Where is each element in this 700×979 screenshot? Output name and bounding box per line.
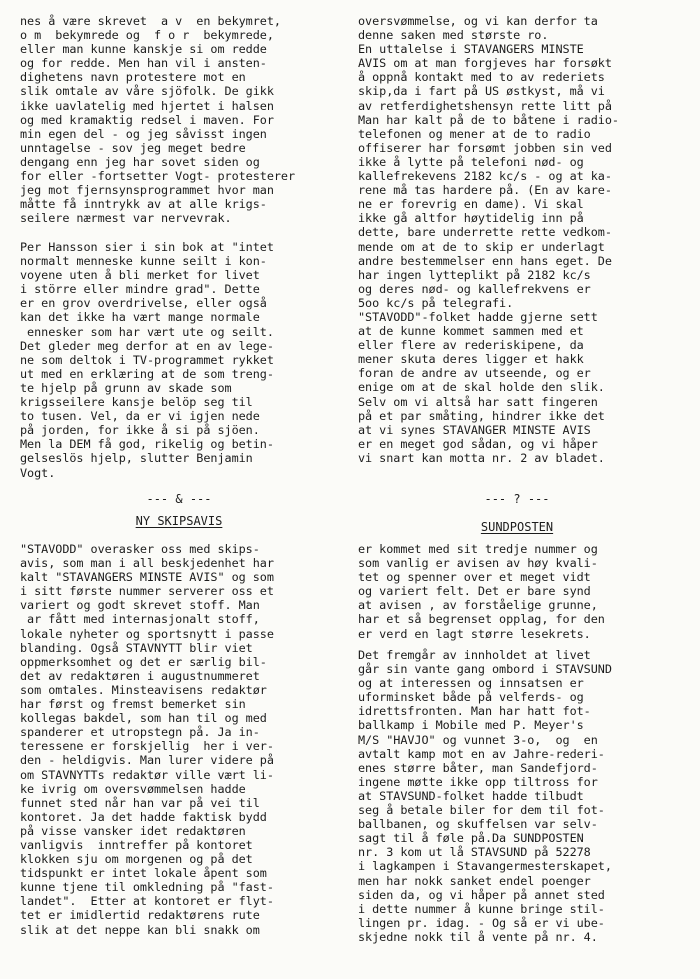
text-line: har først og fremst bemerket sin <box>20 697 246 712</box>
text-line: seg å betale biler for dem til fot- <box>358 803 605 818</box>
text-line: variert og godt skrevet stoff. Man <box>20 598 260 613</box>
text-line: blanding. Også STAVNYTT blir viet <box>20 640 253 655</box>
text-line: vi snart kan motta nr. 2 av bladet. <box>358 450 605 465</box>
text-line: landet". Etter at kontoret er flyt- <box>20 894 274 909</box>
text-line: En uttalelse i STAVANGERS MINSTE <box>358 42 584 57</box>
text-line: offiserer har forsømt jobben sin ved <box>358 140 612 155</box>
text-line: avis, som man i all beskjedenhet har <box>20 556 274 571</box>
text-line: og variert felt. Det er bare synd <box>358 584 591 599</box>
ny-skipsavis-article <box>20 542 338 937</box>
text-line: mende om at de to skip er underlagt <box>358 239 605 254</box>
text-line: 5oo kc/s på telegrafi. <box>358 295 514 310</box>
text-line: slik at det neppe kan bli snakk om <box>20 922 260 937</box>
text-line: ne er forevrig en dame). Vi skal <box>358 197 584 212</box>
text-line: Men la DEM få god, rikelig og betin- <box>20 437 274 452</box>
text-line: ballbanen, og skuffelsen var selv- <box>358 817 598 832</box>
text-line: dengang enn jeg har sovet siden og <box>20 154 260 169</box>
text-line: ut med en erklæring at de som treng- <box>20 366 274 381</box>
text-line: te hjelp på grunn av skade som <box>20 380 232 395</box>
text-line: i sitt første nummer serverer oss et <box>20 584 274 599</box>
text-line: sagt til å føle på.Da SUNDPOSTEN <box>358 831 584 846</box>
text-line: Man har kalt på de to båtene i radio- <box>358 112 619 127</box>
text-line: ennesker som har vært ute og seilt. <box>20 324 274 339</box>
text-line: er en grov overdrivelse, eller også <box>20 296 267 311</box>
text-line: på visse vansker idet redaktøren <box>20 823 246 838</box>
text-line: ikke gå altfor høytidelig inn på <box>358 211 584 226</box>
text-line: M/S "HAVJO" og vunnet 3-o, og en <box>358 732 598 747</box>
text-line: kollegas bakdel, som han til og med <box>20 711 267 726</box>
text-line: tet er imidlertid redaktørens rute <box>20 908 260 923</box>
text-line: oversvømmelse, og vi kan derfor ta <box>358 14 598 28</box>
text-line: o m bekymrede og f o r bekymrede, <box>20 28 274 43</box>
text-line: vanligvis inntreffer på kontoret <box>20 837 253 852</box>
text-line: er kommet med sit tredje nummer og <box>358 542 598 556</box>
text-line: slik omtale av våre sjöfolk. De gikk <box>20 84 274 99</box>
text-line: i större eller mindre grad". Dette <box>20 282 260 297</box>
ny-skipsavis-heading-text: NY SKIPSAVIS <box>135 514 223 528</box>
text-line: at vi synes STAVANGER MINSTE AVIS <box>358 422 591 437</box>
text-line: kontoret. Ja det hadde faktisk bydd <box>20 809 267 824</box>
text-line: tet og spenner over et meget vidt <box>358 570 591 585</box>
right-separator: --- ? --- <box>484 492 550 506</box>
text-line: uforminsket både på velferds- og <box>358 690 584 705</box>
text-line: og at interessen og innsatsen er <box>358 676 584 691</box>
text-line: kalt "STAVANGERS MINSTE AVIS" og som <box>20 570 274 585</box>
text-line: for eller -fortsetter Vogt- protesterer <box>20 169 296 184</box>
text-line: ikke å lytte på telefoni nød- og <box>358 154 584 169</box>
text-line: min egen del - og jeg såvisst ingen <box>20 126 267 141</box>
text-line: ballkamp i Mobile med P. Meyer's <box>358 718 584 733</box>
text-line: seilere nærmest var nervevrak. <box>20 211 232 226</box>
sundposten-intro-paragraph <box>358 542 676 641</box>
text-line: unntagelse - sov jeg meget bedre <box>20 140 246 155</box>
text-line: siden da, og vi håper på annet sted <box>358 887 605 902</box>
text-line: lingen pr. idag. - Og så er vi ube- <box>358 915 605 930</box>
text-line: Det gleder meg derfor at en av lege- <box>20 338 274 353</box>
text-line: denne saken med største ro. <box>358 28 549 43</box>
sundposten-main-paragraph <box>358 648 676 944</box>
text-line: skip,da i fart på US østkyst, må vi <box>358 84 605 99</box>
left-opening-paragraph <box>20 14 338 225</box>
text-line: krigsseilere kansje belöp seg til <box>20 395 253 410</box>
text-line: gelseslös hjelp, slutter Benjamin <box>20 451 253 466</box>
text-line: funnet sted når han var på vei til <box>20 795 260 810</box>
text-line: Det fremgår av innholdet at livet <box>358 648 591 662</box>
text-line: men har nokk sanket endel poenger <box>358 873 591 888</box>
text-line: klokken sju om morgenen og på det <box>20 852 253 867</box>
text-line: ne som deltok i TV-programmet rykket <box>20 352 274 367</box>
text-line: kan det ikke ha vært mange normale <box>20 310 260 325</box>
text-line: på et par småting, hindrer ikke det <box>358 408 605 423</box>
text-line: tidspunkt er intet lokale åpent som <box>20 866 267 881</box>
text-line: av retferdighetshensyn rette litt på <box>358 98 612 113</box>
text-line: kunne tjene til omkledning på "fast- <box>20 880 274 895</box>
text-line: dette, bare underrette rette vedkom- <box>358 225 612 240</box>
text-line: "STAVODD" overasker oss med skips- <box>20 542 260 556</box>
left-hansson-paragraph <box>20 240 338 480</box>
text-line: og deres nød- og kallefrekvens er <box>358 281 591 296</box>
text-line: skjedne nokk til å vente på nr. 4. <box>358 929 598 944</box>
text-line: avtalt kamp mot en av Jahre-rederi- <box>358 746 605 761</box>
text-line: normalt menneske kunne seilt i kon- <box>20 254 267 269</box>
text-line: på jorden, for ikke å si på sjöen. <box>20 423 260 438</box>
left-separator: --- & --- <box>146 492 212 506</box>
text-line: enes større båter, man Sandefjord- <box>358 760 598 775</box>
text-line: voyene uten å bli merket for livet <box>20 268 260 283</box>
text-line: det av redaktøren i augustnummeret <box>20 668 260 683</box>
text-line: ingene møtte ikke opp tiltross for <box>358 774 598 789</box>
right-opening-paragraph <box>358 14 676 465</box>
text-line: og med kramaktig redsel i maven. For <box>20 112 274 127</box>
text-line: oppmerksomhet og det er særlig bil- <box>20 654 267 669</box>
text-line: og for redde. Men han vil i ansten- <box>20 56 267 71</box>
text-line: to tusen. Vel, da er vi igjen nede <box>20 409 260 424</box>
text-line: mener skuta deres ligger et hakk <box>358 352 584 367</box>
text-line: Selv om vi altså har satt fingeren <box>358 394 598 409</box>
sundposten-heading <box>358 520 676 535</box>
text-line: ikke uavlatelig med hjertet i halsen <box>20 98 274 113</box>
text-line: rene må tas hardere på. (En av kare- <box>358 183 612 198</box>
sundposten-heading-text: SUNDPOSTEN <box>480 520 554 534</box>
text-line: dighetens navn protestere mot en <box>20 70 246 85</box>
text-line: foran de andre av utseende, og er <box>358 366 591 381</box>
text-line: å oppnå kontakt med to av rederiets <box>358 70 605 85</box>
text-line: AVIS om at man forgjeves har forsøkt <box>358 56 612 71</box>
text-line: at de kunne kommet sammen med et <box>358 324 584 339</box>
text-line: er verd en lagt større lesekrets. <box>358 626 591 641</box>
text-line: andre bestemmelser enn hans eget. De <box>358 253 612 268</box>
text-line: at avisen , av forståelige grunne, <box>358 598 598 613</box>
text-line: ar fått med internasjonalt stoff, <box>20 612 260 627</box>
text-line: ke ivrig om oversvømmelsen hadde <box>20 781 246 796</box>
text-line: Per Hansson sier i sin bok at "intet <box>20 240 274 254</box>
text-line: eller man kunne kanskje si om redde <box>20 42 267 57</box>
text-line: kallefrekevens 2182 kc/s - og at ka- <box>358 169 612 184</box>
text-line: teressene er forskjellig her i ver- <box>20 739 274 754</box>
text-line: som vanlig er avisen av høy kvali- <box>358 556 598 571</box>
text-line: jeg mot fjernsynsprogrammet hvor man <box>20 183 274 198</box>
text-line: idrettsfronten. Man har hatt fot- <box>358 704 591 719</box>
text-line: i lagkampen i Stavangermesterskapet, <box>358 859 612 874</box>
text-line: nr. 3 kom ut lå STAVSUND på 52278 <box>358 845 591 860</box>
text-line: enige om at de skal holde den slik. <box>358 380 605 395</box>
text-line: om STAVNYTTs redaktør ville vært li- <box>20 767 274 782</box>
text-line: er en meget god sådan, og vi håper <box>358 436 598 451</box>
text-line: at STAVSUND-folket hadde tilbudt <box>358 788 584 803</box>
text-line: telefonen og mener at de to radio <box>358 126 591 141</box>
text-line: som omtales. Minsteavisens redaktør <box>20 682 267 697</box>
text-line: eller flere av rederiskipene, da <box>358 338 584 353</box>
text-line: spanderer et utropstegn på. Ja in- <box>20 725 260 740</box>
text-line: nes å være skrevet a v en bekymret, <box>20 14 281 28</box>
text-line: har ingen lytteplikt på 2182 kc/s <box>358 267 591 282</box>
ny-skipsavis-heading <box>20 514 338 529</box>
text-line: måtte få inntrykk av at alle krigs- <box>20 197 267 212</box>
text-line: lokale nyheter og sportsnytt i passe <box>20 626 274 641</box>
text-line: "STAVODD"-folket hadde gjerne sett <box>358 309 598 324</box>
text-line: går sin vante gang ombord i STAVSUND <box>358 662 612 677</box>
text-line: Vogt. <box>20 465 56 480</box>
text-line: i dette nummer å kunne bringe stil- <box>358 901 605 916</box>
text-line: har et så begrenset opplag, for den <box>358 612 605 627</box>
text-line: den - heldigvis. Man lurer videre på <box>20 753 274 768</box>
